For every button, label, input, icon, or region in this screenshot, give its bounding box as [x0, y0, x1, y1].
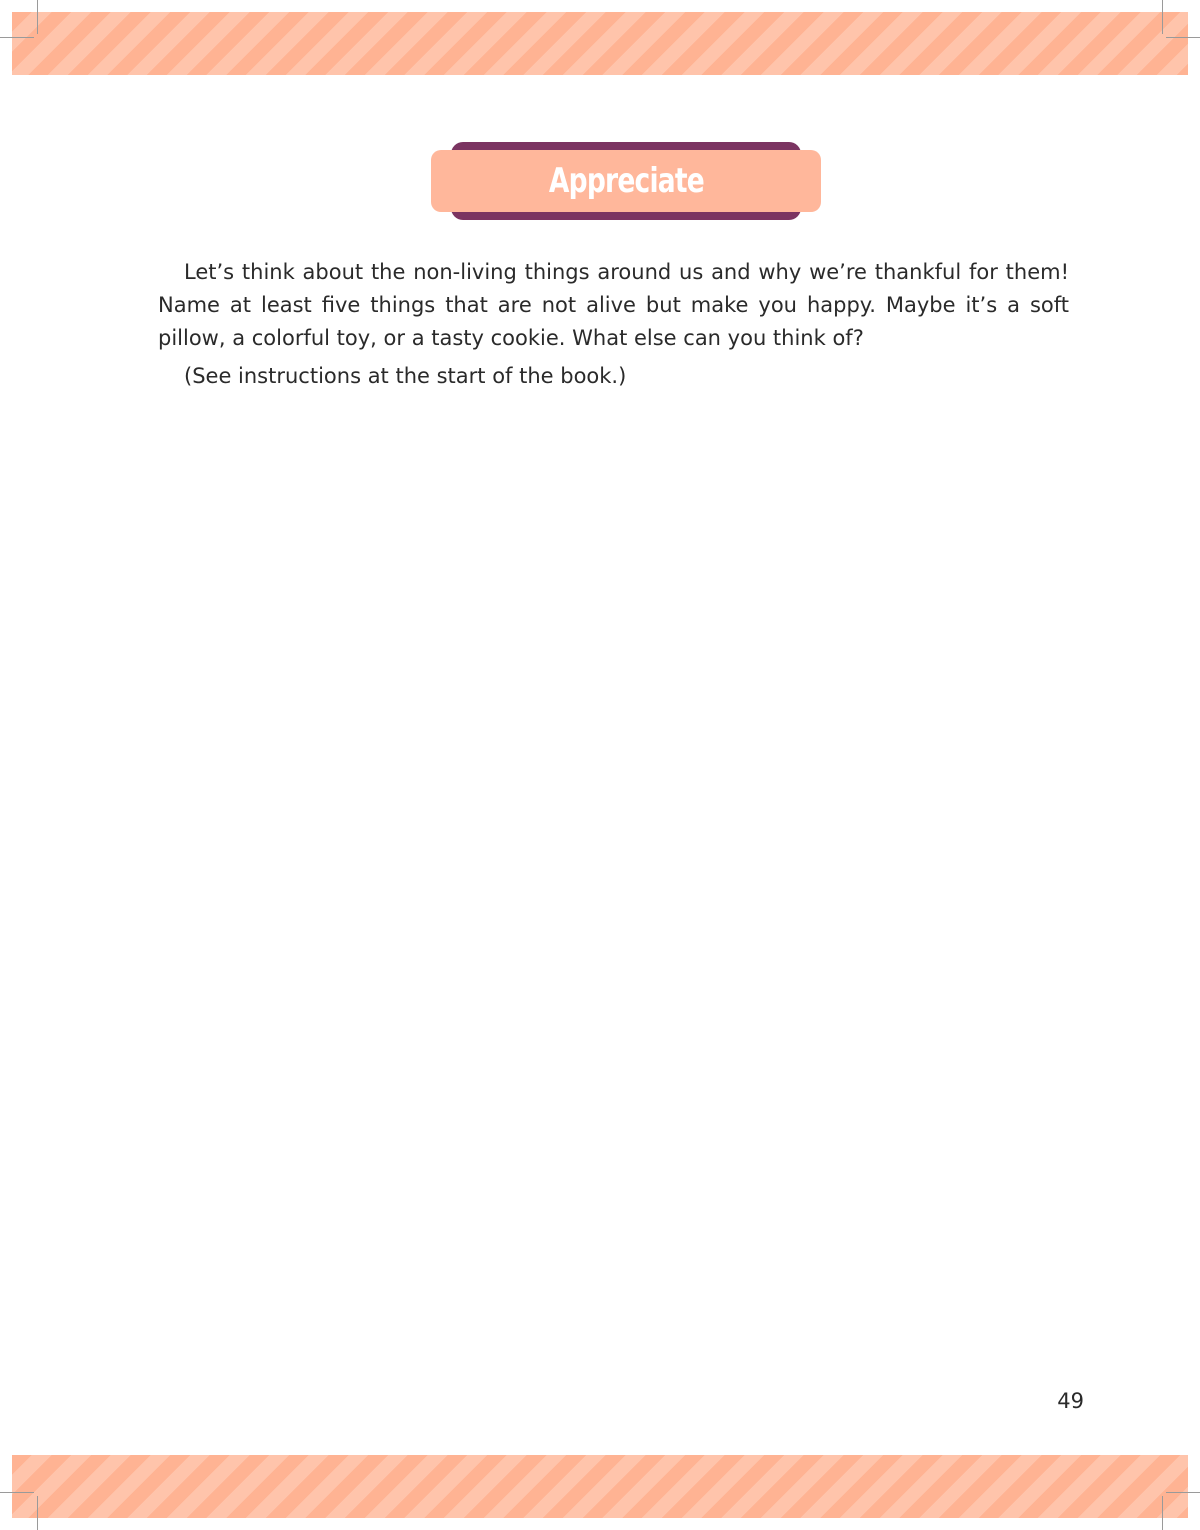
instruction-note: (See instructions at the start of the book.) — [184, 364, 627, 388]
crop-mark — [1166, 37, 1200, 38]
instruction-paragraph: Let’s think about the non-living things around us and why we’re thankful for them! Name at least five things that are not alive but make you happy. Maybe it’s a soft pillow, a colorful toy, or a tasty cookie. What else can you think of? — [158, 260, 1069, 350]
crop-mark — [37, 0, 38, 34]
crop-mark — [0, 1492, 34, 1493]
bottom-decorative-band — [12, 1455, 1188, 1518]
page-number: 49 — [1057, 1389, 1084, 1413]
crop-mark — [1162, 0, 1163, 34]
heading-badge-front — [431, 150, 821, 212]
crop-mark — [1162, 1496, 1163, 1530]
top-decorative-band — [12, 12, 1188, 75]
crop-mark — [37, 1496, 38, 1530]
crop-mark — [0, 37, 34, 38]
page-title: Appreciate — [548, 161, 704, 201]
crop-mark — [1166, 1492, 1200, 1493]
section-heading-badge — [431, 142, 821, 220]
body-text — [158, 256, 1069, 393]
